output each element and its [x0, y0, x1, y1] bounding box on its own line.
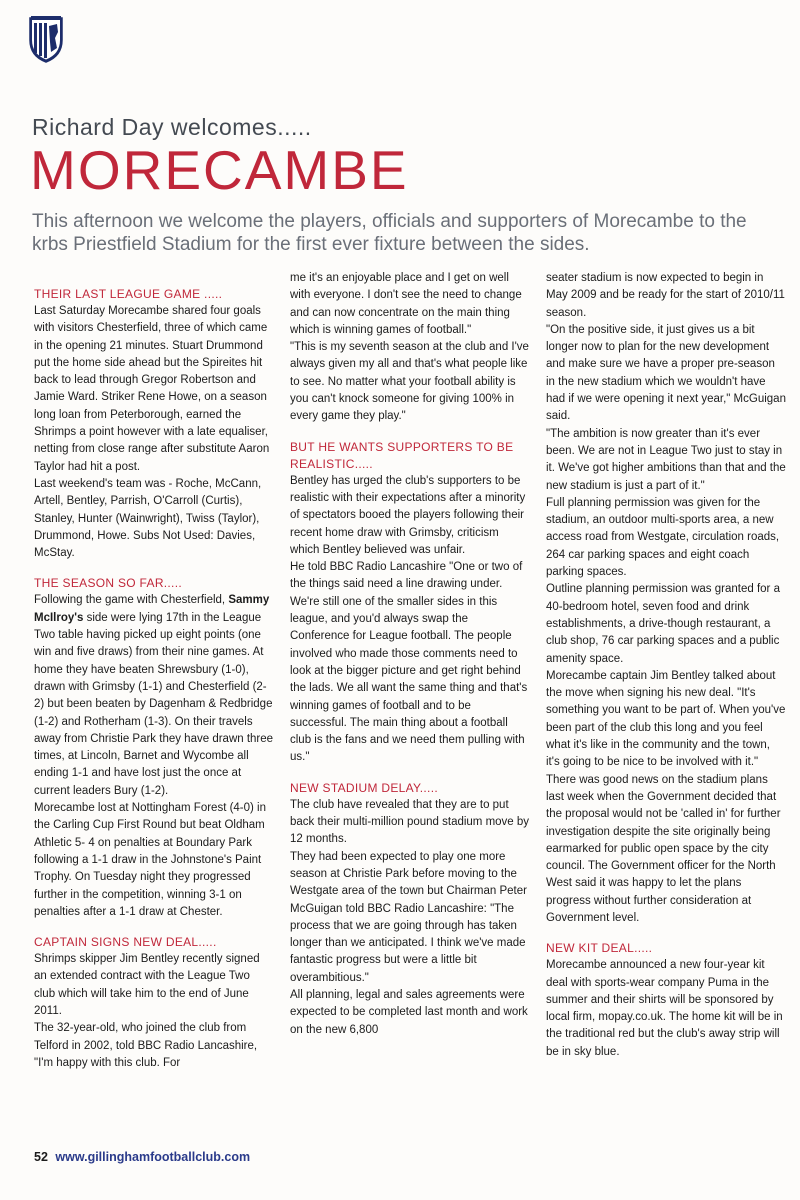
paragraph: Shrimps skipper Jim Bentley recently signed an extended contract with the League Two club which will take him to the end of June 2011. — [34, 953, 260, 1017]
section-heading-stadium-delay: NEW STADIUM DELAY..... — [290, 780, 438, 795]
page-footer — [34, 1150, 250, 1164]
manager-name: Sammy McIlroy's — [34, 594, 270, 624]
page-title: MORECAMBE — [30, 139, 409, 201]
paragraph: Bentley has urged the club's supporters to be realistic with their expectations after a minority of spectators booed the players following their recent home draw with Grimsby, criticism which Bentley believed was unfair. — [290, 474, 526, 556]
paragraph: There was good news on the stadium plans last week when the Government decided that the proposal would not be 'called in' for further investigation despite the site originally being earmarked for public open space by the city council. The Government officer for the North West said it was happy to let the plans progress without further consideration at Government level. — [546, 773, 781, 924]
section-heading-new-kit-deal: NEW KIT DEAL..... — [546, 941, 653, 956]
paragraph: Outline planning permission was granted for a 40-bedroom hotel, seven food and drink establishments, a drive-though restaurant, a club shop, 76 car parking spaces and a public amenity space. — [546, 583, 780, 665]
text: side were lying 17th in the League Two table having picked up eight points (one win and five draws) from their nine games. At home they have beaten Shrewsbury (1-0), drawn with Grimsby (1-1) and Chesterfield (2-2) but been beaten by Dagenham & Redbridge (1-2) and Rotherham (1-3). On their travels away from Christie Park they have drawn three times, at Lincoln, Barnet and Wycombe all ending 1-1 and have lost just the once at current leaders Bury (1-2). — [34, 611, 274, 797]
paragraph: Morecambe captain Jim Bentley talked about the move when signing his new deal. "It's something you want to be part of. When you've been part of the club this long and you feel what it's like in the community and the town, it's going to be nice to be involved with it." — [546, 669, 786, 769]
page-number: 52 — [34, 1150, 48, 1164]
paragraph: "The ambition is now greater than it's ever been. We are not in League Two just to stay in it. We've got higher ambitions than that and the new stadium is just a part of it." — [546, 427, 786, 492]
paragraph: Last weekend's team was - Roche, McCann, Artell, Bentley, Parrish, O'Carroll (Curtis), Stanley, Hunter (Wainwright), Twiss (Taylor), Drummond, Howe. Subs Not Used: Davies, McStay. — [34, 477, 262, 560]
paragraph: Morecambe announced a new four-year kit deal with sports-wear company Puma in the summer and their shirts will be sponsored by local firm, mopay.co.uk. The home kit will be in the traditional red but the club's away strip will be in sky blue. — [546, 959, 783, 1058]
article-column-2 — [290, 270, 530, 1039]
paragraph: me it's an enjoyable place and I get on well with everyone. I don't see the need to change and can now concentrate on the main thing which is winning games of football." — [290, 272, 522, 336]
gillingham-crest-icon — [28, 14, 64, 64]
paragraph: Last Saturday Morecambe shared four goals with visitors Chesterfield, three of which came in the opening 21 minutes. Stuart Drummond put the home side ahead but the Spireites hit back to lead through Gregor Robertson and Jamie Ward. Striker Rene Howe, on a season long loan from Peterborough, earned the Shrimps a point however with a late equaliser, netting from close range after substitute Aaron Taylor had hit a post. — [34, 305, 270, 473]
section-heading-season-so-far: THE SEASON SO FAR..... — [34, 576, 182, 591]
text: Following the game with Chesterfield, — [34, 594, 229, 607]
article-column-1 — [34, 286, 274, 1072]
section-heading-captain-signs: CAPTAIN SIGNS NEW DEAL..... — [34, 935, 217, 950]
section-heading-supporters-realistic: BUT HE WANTS SUPPORTERS TO BE REALISTIC..... — [290, 439, 514, 471]
paragraph: All planning, legal and sales agreements were expected to be completed last month and work on the new 6,800 — [290, 988, 528, 1036]
paragraph: The 32-year-old, who joined the club from Telford in 2002, told BBC Radio Lancashire, "I'm happy with this club. For — [34, 1022, 258, 1069]
paragraph: Full planning permission was given for the stadium, an outdoor multi-sports area, a new access road from Westgate, circulation roads, 264 car parking spaces and eight coach parking spaces. — [546, 496, 780, 579]
article-column-3 — [546, 270, 786, 1061]
paragraph: The club have revealed that they are to put back their multi-million pound stadium move by 12 months. — [290, 798, 530, 846]
paragraph: Morecambe lost at Nottingham Forest (4-0) in the Carling Cup First Round but beat Oldham Athletic 5- 4 on penalties at Boundary Park following a 1-1 draw in the Johnstone's Paint Trophy. On Tuesday night they progressed further in the competition, winning 3-1 on penalties after a 1-1 draw at Chester. — [34, 802, 267, 918]
paragraph: seater stadium is now expected to begin in May 2009 and be ready for the start of 2010/11 season. — [546, 272, 785, 319]
paragraph: "This is my seventh season at the club and I've always given my all and that's what people like to see. No matter what your football ability is you can't knock someone for giving 100% in every game they play." — [290, 341, 529, 423]
intro-paragraph: This afternoon we welcome the players, officials and supporters of Morecambe to the krbs Priestfield Stadium for the first ever fixture between the sides. — [32, 211, 747, 255]
paragraph: He told BBC Radio Lancashire "One or two of the things said need a line drawing under. We're still one of the smaller sides in this league, and you'd always swap the Conference for League football. The people involved who made those comments need to look at the bigger picture and get right behind the lads. We all want the same thing and that's winning games of football and to be successful. The main thing about a football club is the fans and we need them pulling with us." — [290, 561, 528, 764]
kicker-heading: Richard Day welcomes..... — [32, 114, 312, 140]
paragraph: They had been expected to play one more season at Christie Park before moving to the Westgate area of the town but Chairman Peter McGuigan told BBC Radio Lancashire: "The process that we are going through has taken longer than we anticipated. I think we've made fantastic progress but were a little bit overambitious." — [290, 850, 527, 984]
paragraph — [34, 592, 274, 800]
paragraph: "On the positive side, it just gives us a bit longer now to plan for the new development and make sure we have a proper pre-season in the new stadium which we wouldn't have had if we were opening it next year," McGuigan said. — [546, 323, 786, 423]
section-heading-last-league-game: THEIR LAST LEAGUE GAME ..... — [34, 287, 223, 301]
club-website-link[interactable]: www.gillinghamfootballclub.com — [55, 1150, 251, 1164]
